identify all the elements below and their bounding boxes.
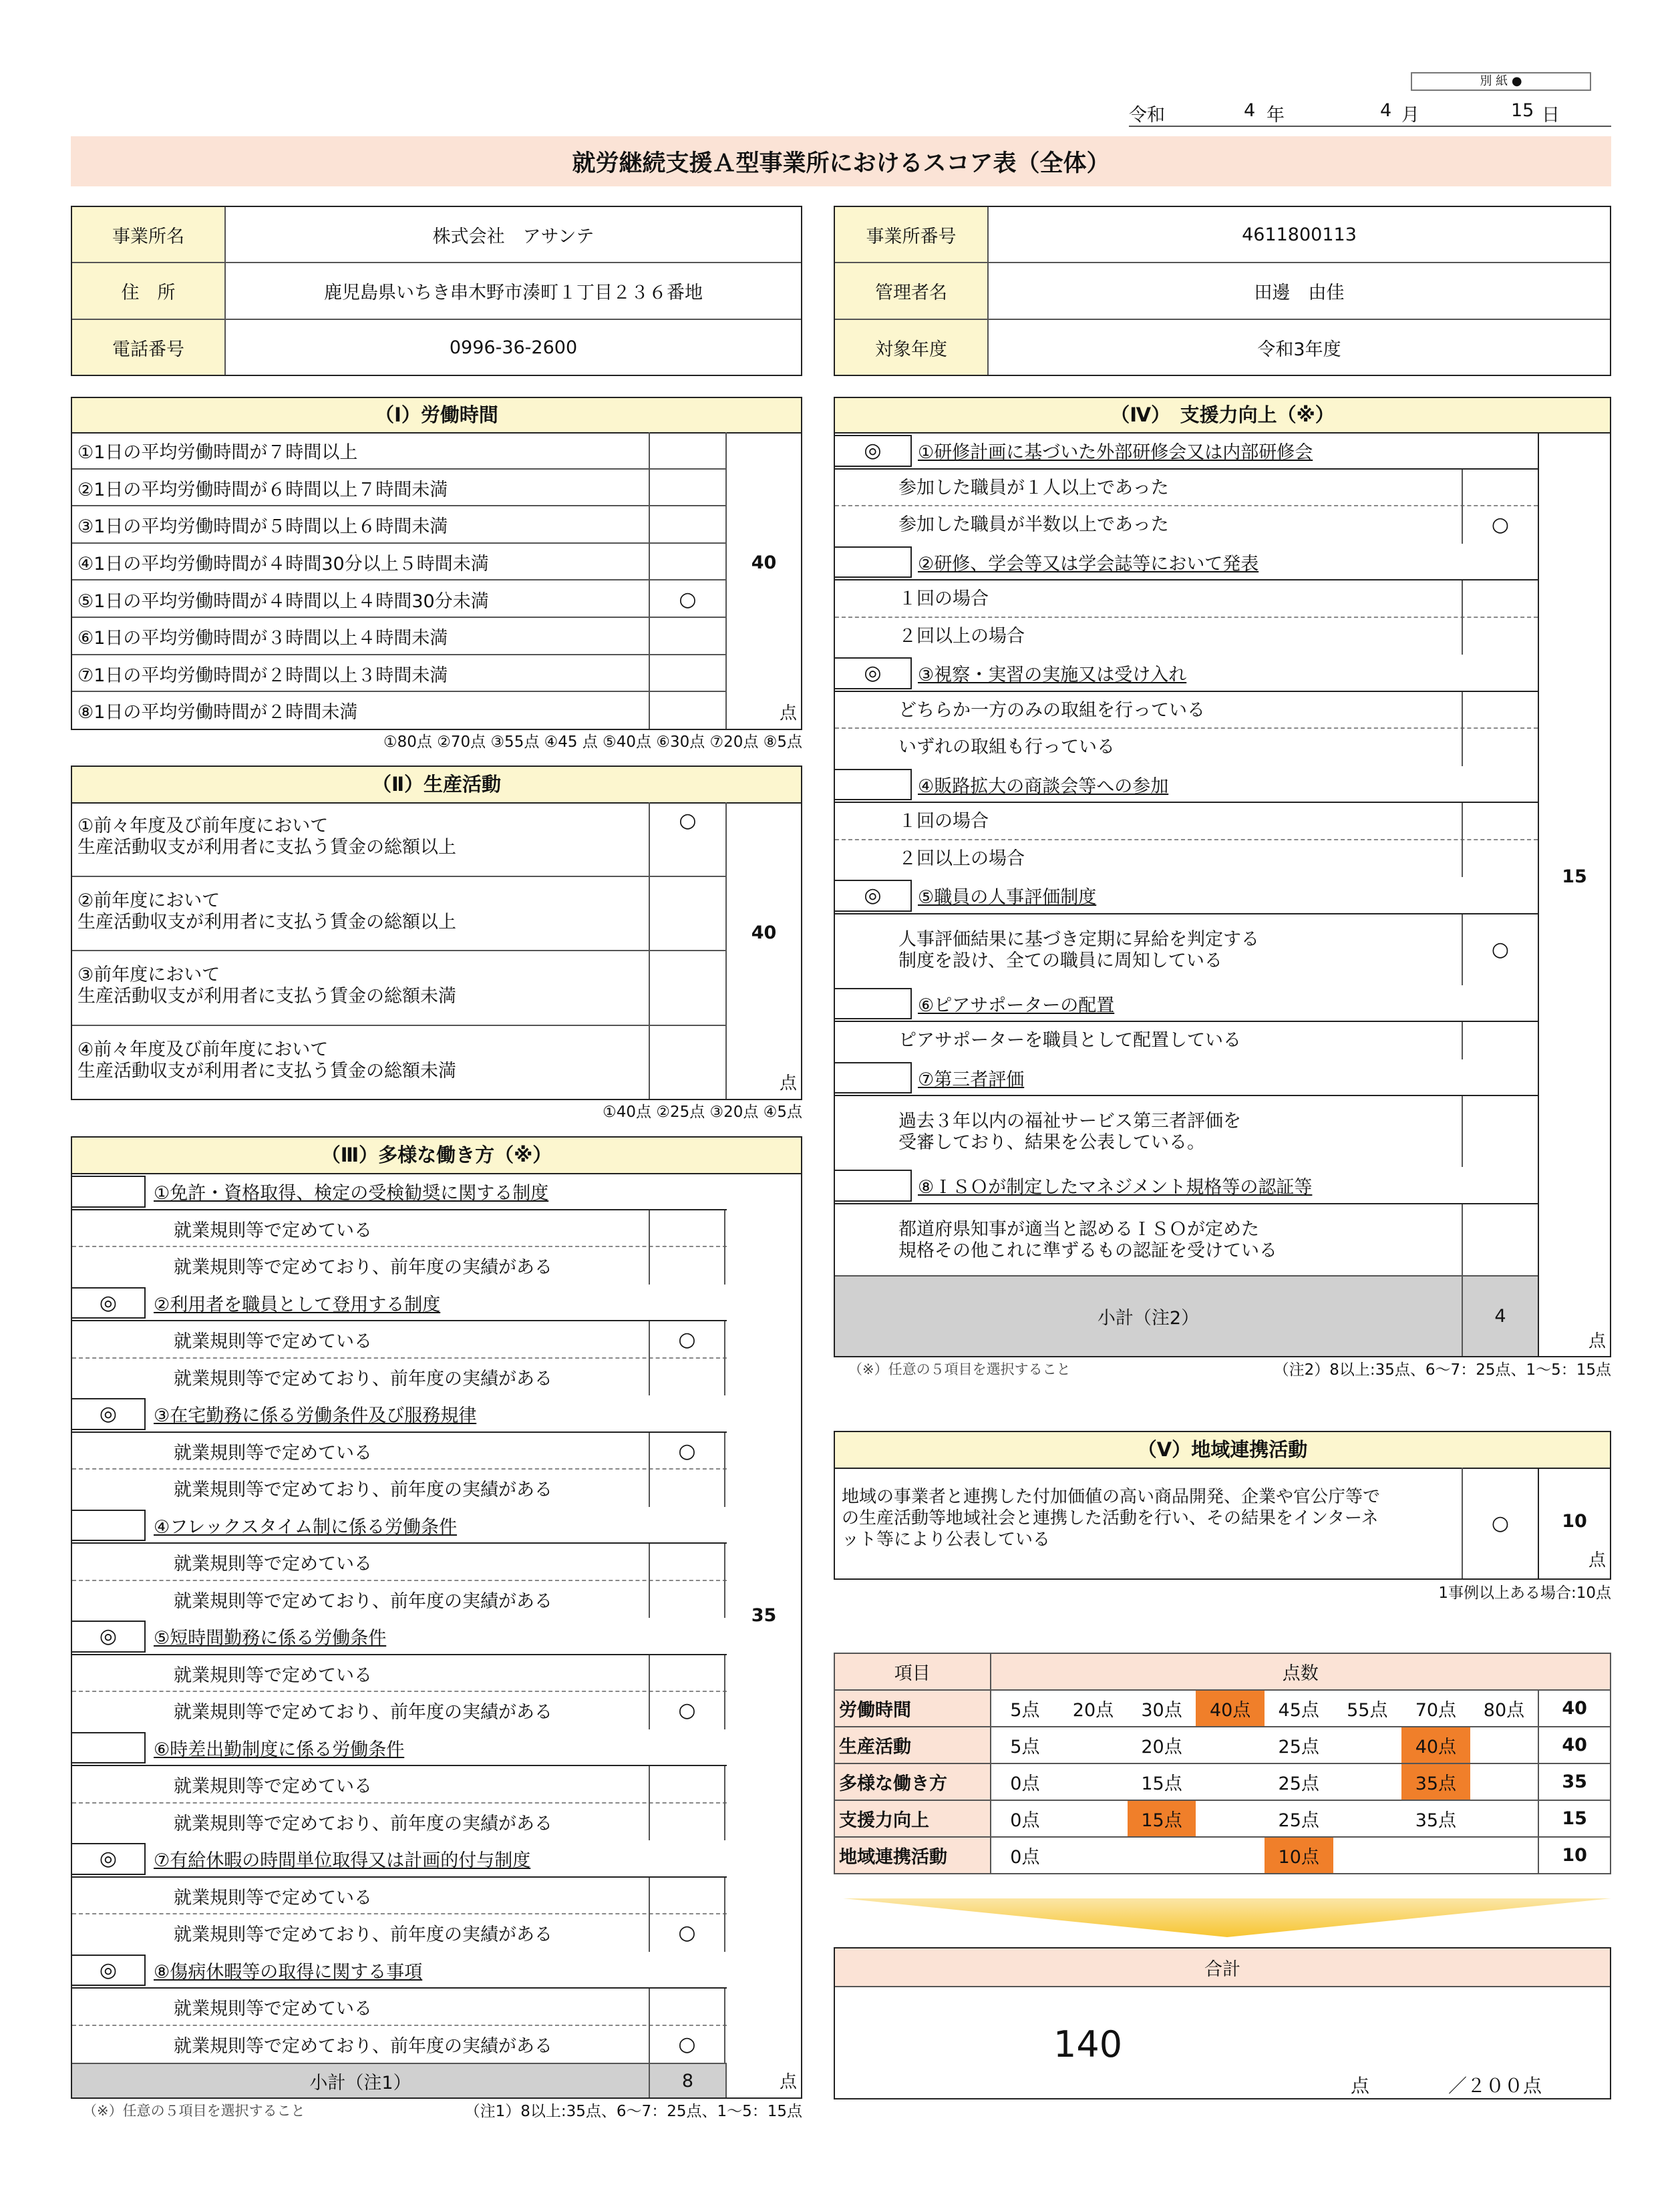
s5-mark[interactable]: ○: [1491, 1511, 1510, 1535]
s3-item-sub-mark[interactable]: ○: [649, 1321, 725, 1359]
s3-item-sub-row: [72, 1210, 727, 1248]
s3-item-title-row: [72, 1952, 727, 1989]
s3-item-sub-row: [72, 1433, 727, 1470]
s4-item-sub-row: [835, 470, 1538, 507]
summary-cell: 55点: [1333, 1690, 1402, 1727]
s3-item-select[interactable]: ◎: [72, 1843, 146, 1875]
s2-row: [72, 951, 725, 1026]
s4-item-sub-mark[interactable]: [1462, 840, 1538, 878]
summary-cell: [1059, 1837, 1128, 1874]
summary-cell: 40点: [1196, 1690, 1265, 1727]
s1-row-mark[interactable]: [650, 655, 725, 693]
manager: 田邊 由佳: [1254, 283, 1345, 303]
s1-row-mark[interactable]: [650, 470, 725, 507]
s3-item-sub-label: 就業規則等で定めており、前年度の実績がある: [174, 1368, 552, 1389]
s3-item-title: ⑤短時間勤務に係る労働条件: [154, 1628, 387, 1649]
s3-item-sub-row: [72, 1581, 727, 1619]
summary-row-total: 40: [1538, 1690, 1611, 1727]
s4-subtotal-row: [835, 1275, 1538, 1357]
s4-item-sub-label: 人事評価結果に基づき定期に昇給を判定する 制度を設け、全ての職員に周知している: [898, 928, 1259, 971]
s4-item-select[interactable]: ◎: [835, 657, 912, 689]
summary-cell: [1196, 1800, 1265, 1837]
s3-item-sub-mark[interactable]: ○: [649, 1692, 725, 1729]
s2-row-mark[interactable]: [650, 951, 725, 989]
s3-item-sub-label: 就業規則等で定めており、前年度の実績がある: [174, 1924, 552, 1946]
summary-cell: 0点: [991, 1837, 1059, 1874]
s3-item-title-row: [72, 1285, 727, 1322]
s3-item-sub-label: 就業規則等で定めており、前年度の実績がある: [174, 1813, 552, 1834]
manager-label: 管理者名: [835, 263, 989, 319]
s4-item-sub-row: [835, 1204, 1538, 1275]
s4-item-title: ⑦第三者評価: [918, 1069, 1025, 1090]
s4-item-sub-mark[interactable]: [1462, 618, 1538, 655]
s4-item-sub-row: [835, 506, 1538, 544]
s1-row: [72, 692, 725, 729]
s4-item-sub-row: [835, 1096, 1538, 1167]
s3-item-select[interactable]: [72, 1510, 146, 1542]
summary-cell: 20点: [1128, 1727, 1196, 1763]
total-max: ／２００点: [1448, 2075, 1542, 2097]
s2-row-label: ②前年度において 生産活動収支が利用者に支払う賃金の総額以上: [77, 890, 456, 933]
s4-item-sub-row: [835, 803, 1538, 840]
summary-row-total: 35: [1538, 1763, 1611, 1800]
s3-item-sub-row: [72, 1914, 727, 1952]
s3-item-sub-row: [72, 1247, 727, 1285]
s4-item-sub-mark[interactable]: [1462, 1022, 1538, 1059]
s3-item-select[interactable]: ◎: [72, 1398, 146, 1430]
date-line: [1129, 98, 1611, 127]
s1-row-label: ⑧1日の平均労働時間が２時間未満: [77, 702, 358, 723]
s4-item-select[interactable]: [835, 546, 912, 578]
summary-cell: 15点: [1128, 1800, 1196, 1837]
s3-subtotal-row: [72, 2063, 727, 2097]
s3-item-sub-row: [72, 1321, 727, 1359]
s3-item-title-row: [72, 1618, 727, 1655]
summary-row-name: 労働時間: [834, 1690, 991, 1727]
s4-subtotal-value: 4: [1462, 1277, 1538, 1357]
s4-item-sub-mark[interactable]: [1462, 1096, 1538, 1167]
s4-item-select[interactable]: [835, 988, 912, 1020]
s2-header: （Ⅱ）生産活動: [71, 766, 802, 804]
s1-row-mark[interactable]: [650, 432, 725, 470]
summary-row-total: 10: [1538, 1837, 1611, 1874]
s3-note-left: （※）任意の５項目を選択すること: [83, 2103, 305, 2119]
s3-item-title-row: [72, 1395, 727, 1433]
s4-item-sub-mark[interactable]: [1462, 1204, 1538, 1275]
s3-item-sub-row: [72, 1359, 727, 1396]
s1-row-label: ②1日の平均労働時間が６時間以上７時間未満: [77, 479, 448, 500]
s4-item-sub-mark[interactable]: [1462, 803, 1538, 840]
total-value: 140: [1053, 2023, 1123, 2065]
s4-item-title-row: [835, 985, 1538, 1023]
s1-row: [72, 432, 725, 470]
summary-cell: [1470, 1727, 1539, 1763]
s3-item-title: ⑥時差出勤制度に係る労働条件: [154, 1739, 405, 1760]
s2-row: [72, 1026, 725, 1101]
s1-row-mark[interactable]: [650, 692, 725, 729]
date-year: 4: [1244, 100, 1256, 121]
summary-cell: [1470, 1763, 1539, 1800]
summary-cell: 5点: [991, 1690, 1059, 1727]
s4-item-title: ⑥ピアサポーターの配置: [918, 995, 1115, 1016]
total-unit: 点: [1351, 2075, 1370, 2097]
s4-item-title: ②研修、学会等又は学会誌等において発表: [918, 553, 1259, 574]
s3-item-sub-mark[interactable]: ○: [649, 1914, 725, 1952]
summary-cell: 30点: [1128, 1690, 1196, 1727]
date-day-unit: 日: [1542, 105, 1560, 126]
s2-row: [72, 802, 725, 877]
s1-unit: 点: [779, 703, 797, 723]
summary-row-name: 地域連携活動: [834, 1837, 991, 1874]
s1-header: （Ⅰ）労働時間: [71, 397, 802, 434]
s3-item-sub-row: [72, 1804, 727, 1841]
s1-row-label: ⑥1日の平均労働時間が３時間以上４時間未満: [77, 628, 448, 649]
s3-item-sub-label: 就業規則等で定めており、前年度の実績がある: [174, 1702, 552, 1723]
date-day: 15: [1511, 100, 1534, 121]
s3-item-sub-row: [72, 1655, 727, 1693]
total-label: 合計: [835, 1949, 1610, 1987]
summary-col-points: 点数: [991, 1653, 1611, 1690]
s5-header: （Ⅴ）地域連携活動: [834, 1431, 1611, 1469]
s3-item-sub-mark[interactable]: [649, 1804, 725, 1841]
s1-row: [72, 506, 725, 544]
s3-item-sub-label: 就業規則等で定めている: [174, 1331, 372, 1353]
s3-item-select[interactable]: [72, 1176, 146, 1208]
s1-row: [72, 655, 725, 693]
s3-item-sub-mark[interactable]: ○: [649, 2026, 725, 2063]
s3-item-select[interactable]: [72, 1732, 146, 1764]
year-label: 対象年度: [835, 320, 989, 375]
summary-cell: [1401, 1837, 1470, 1874]
summary-row: [834, 1690, 1611, 1727]
s1-row-mark[interactable]: ○: [679, 587, 697, 611]
down-arrow-icon: [843, 1898, 1611, 1937]
s3-item-sub-row: [72, 1470, 727, 1507]
phone-label: 電話番号: [72, 320, 226, 375]
s3-header: （Ⅲ）多様な働き方（※）: [71, 1136, 802, 1174]
s3-unit: 点: [779, 2072, 797, 2092]
s3-item-title: ④フレックスタイム制に係る労働条件: [154, 1516, 458, 1538]
summary-cell: 70点: [1401, 1690, 1470, 1727]
s3-item-sub-row: [72, 1766, 727, 1804]
s3-item-select[interactable]: ◎: [72, 1287, 146, 1319]
s3-subtotal-value: 8: [649, 2064, 727, 2097]
summary-cell: [1470, 1837, 1539, 1874]
s1-table: [71, 432, 802, 730]
s4-item-sub-row: [835, 914, 1538, 985]
phone: 0996-36-2600: [449, 337, 578, 358]
s2-row-mark[interactable]: [650, 1026, 725, 1063]
summary-row-name: 支援力向上: [834, 1800, 991, 1837]
date-year-unit: 年: [1267, 105, 1285, 126]
summary-row: [834, 1837, 1611, 1874]
s3-item-sub-row: [72, 1544, 727, 1581]
s4-item-select[interactable]: [835, 1170, 912, 1202]
s4-item-sub-label: 都道府県知事が適当と認めるＩＳＯが定めた 規格その他これに準ずるもの認証を受けている: [898, 1218, 1277, 1261]
s4-table: [834, 432, 1611, 1357]
s4-item-sub-label: ２回以上の場合: [898, 625, 1025, 647]
s2-score: 40: [751, 922, 777, 943]
summary-cell: [1196, 1837, 1265, 1874]
s4-item-sub-label: ２回以上の場合: [898, 848, 1025, 869]
s4-item-sub-label: １回の場合: [898, 588, 989, 609]
s4-item-title-row: [835, 766, 1538, 804]
s4-item-sub-row: [835, 692, 1538, 729]
s4-item-sub-row: [835, 580, 1538, 618]
s3-item-sub-label: 就業規則等で定めている: [174, 1220, 372, 1241]
s4-item-sub-row: [835, 1022, 1538, 1059]
s4-item-sub-mark[interactable]: [1462, 470, 1538, 507]
s4-header: （Ⅳ） 支援力向上（※）: [834, 397, 1611, 434]
s3-item-sub-label: 就業規則等で定めており、前年度の実績がある: [174, 1480, 552, 1501]
s3-item-sub-mark[interactable]: [649, 1989, 725, 2026]
s5-text: 地域の事業者と連携した付加価値の高い商品開発、企業や官公庁等で の生産活動等地域社会と連携した活動を行い、その結果をインターネ ット等により公表している: [842, 1487, 1381, 1550]
s1-score: 40: [751, 552, 777, 573]
s3-item-sub-mark[interactable]: [649, 1359, 725, 1396]
summary-cell: [1128, 1837, 1196, 1874]
s1-row: [72, 544, 725, 581]
office-no: 4611800113: [1242, 224, 1357, 245]
date-era: 令和: [1129, 105, 1165, 126]
s3-item-sub-mark[interactable]: [649, 1655, 725, 1693]
s4-item-sub-label: 参加した職員が半数以上であった: [898, 514, 1169, 535]
s3-item-title-row: [72, 1729, 727, 1767]
s3-item-sub-mark[interactable]: [649, 1878, 725, 1915]
s2-row-label: ①前々年度及び前年度において 生産活動収支が利用者に支払う賃金の総額以上: [77, 816, 456, 858]
s2-note: ①40点 ②25点 ③20点 ④5点: [603, 1104, 802, 1121]
summary-cell: 5点: [991, 1727, 1059, 1763]
s1-row: [72, 580, 725, 618]
office-no-label: 事業所番号: [835, 207, 989, 262]
s4-item-sub-row: [835, 618, 1538, 655]
s5-unit: 点: [1588, 1550, 1606, 1570]
s1-row-mark[interactable]: [650, 506, 725, 544]
s3-item-title-row: [72, 1840, 727, 1878]
summary-row-total: 15: [1538, 1800, 1611, 1837]
s4-subtotal-label: 小計（注2）: [1097, 1307, 1200, 1329]
s3-subtotal-label: 小計（注1）: [309, 2072, 411, 2093]
summary-col-item: 項目: [834, 1653, 991, 1690]
s3-item-sub-row: [72, 1989, 727, 2026]
summary-cell: [1196, 1763, 1265, 1800]
s3-note-right: （注1）8以上:35点、6〜7：25点、1〜5：15点: [464, 2103, 802, 2120]
s1-row-label: ⑦1日の平均労働時間が２時間以上３時間未満: [77, 665, 448, 686]
s1-row: [72, 618, 725, 655]
summary-cell: [1333, 1727, 1402, 1763]
summary-cell: 45点: [1265, 1690, 1333, 1727]
s4-item-title-row: [835, 655, 1538, 692]
s4-item-title-row: [835, 877, 1538, 914]
s3-item-title: ②利用者を職員として登用する制度: [154, 1294, 441, 1315]
s4-item-title-row: [835, 432, 1538, 470]
s3-item-sub-label: 就業規則等で定めており、前年度の実績がある: [174, 2035, 552, 2057]
summary-row-name: 生産活動: [834, 1727, 991, 1763]
summary-cell: [1059, 1727, 1128, 1763]
summary-row-name: 多様な働き方: [834, 1763, 991, 1800]
s4-unit: 点: [1588, 1331, 1606, 1351]
s4-item-title-row: [835, 1059, 1538, 1097]
s4-item-sub-mark[interactable]: [1462, 692, 1538, 729]
target-year: 令和3年度: [1257, 339, 1341, 360]
s3-item-sub-mark[interactable]: [649, 1766, 725, 1804]
s3-item-sub-label: 就業規則等で定めている: [174, 1776, 372, 1798]
summary-cell: 0点: [991, 1763, 1059, 1800]
s2-row-label: ④前々年度及び前年度において 生産活動収支が利用者に支払う賃金の総額未満: [77, 1039, 456, 1081]
s3-table: [71, 1173, 802, 2099]
s4-item-title: ⑤職員の人事評価制度: [918, 887, 1097, 908]
s4-item-title: ③視察・実習の実施又は受け入れ: [918, 665, 1187, 686]
s4-item-sub-mark[interactable]: [1462, 580, 1538, 618]
summary-cell: 35点: [1401, 1763, 1470, 1800]
s3-item-sub-label: 就業規則等で定めている: [174, 1442, 372, 1464]
total-box: [834, 1947, 1611, 2099]
summary-cell: 40点: [1401, 1727, 1470, 1763]
s3-item-title-row: [72, 1173, 727, 1210]
s3-item-sub-label: 就業規則等で定めており、前年度の実績がある: [174, 1590, 552, 1612]
s4-item-sub-label: 過去３年以内の福祉サービス第三者評価を 受審しており、結果を公表している。: [898, 1111, 1241, 1153]
s3-item-title: ⑧傷病休暇等の取得に関する事項: [154, 1961, 423, 1983]
s3-item-sub-label: 就業規則等で定めている: [174, 1999, 372, 2020]
s2-unit: 点: [779, 1073, 797, 1093]
s4-item-sub-label: ピアサポーターを職員として配置している: [898, 1030, 1241, 1051]
s5-score: 10: [1562, 1510, 1587, 1532]
s3-item-sub-mark[interactable]: [649, 1210, 725, 1248]
summary-cell: [1333, 1800, 1402, 1837]
summary-cell: 35点: [1401, 1800, 1470, 1837]
s4-item-sub-mark[interactable]: [1462, 729, 1538, 766]
s4-item-select[interactable]: [835, 1062, 912, 1094]
s1-note: ①80点 ②70点 ③55点 ④45 点 ⑤40点 ⑥30点 ⑦20点 ⑧5点: [383, 733, 802, 751]
s4-item-select[interactable]: ◎: [835, 435, 912, 467]
s4-item-title: ④販路拡大の商談会等への参加: [918, 776, 1169, 797]
summary-row: [834, 1727, 1611, 1763]
s3-item-select[interactable]: ◎: [72, 1955, 146, 1987]
s3-item-sub-row: [72, 2026, 727, 2063]
summary-cell: 15点: [1128, 1763, 1196, 1800]
summary-row: [834, 1800, 1611, 1837]
summary-cell: 20点: [1059, 1690, 1128, 1727]
s1-row-mark[interactable]: [650, 544, 725, 581]
info-table-left: [71, 206, 802, 376]
summary-cell: [1059, 1800, 1128, 1837]
s4-item-sub-mark[interactable]: ○: [1462, 506, 1538, 544]
s3-item-sub-label: 就業規則等で定めている: [174, 1887, 372, 1908]
s4-item-sub-row: [835, 840, 1538, 878]
s4-item-sub-mark[interactable]: ○: [1462, 914, 1538, 985]
summary-cell: 25点: [1265, 1727, 1333, 1763]
s3-item-sub-mark[interactable]: [649, 1470, 725, 1507]
s4-item-title-row: [835, 1167, 1538, 1204]
s1-row-label: ⑤1日の平均労働時間が４時間以上４時間30分未満: [77, 590, 489, 612]
summary-cell: [1059, 1763, 1128, 1800]
s4-note-left: （※）任意の５項目を選択すること: [848, 1361, 1071, 1377]
s3-item-sub-mark[interactable]: [649, 1581, 725, 1619]
s4-item-title-row: [835, 544, 1538, 581]
s4-item-sub-label: １回の場合: [898, 811, 989, 832]
date-month: 4: [1380, 100, 1392, 121]
s4-item-sub-label: いずれの取組も行っている: [898, 737, 1115, 757]
summary-cell: [1470, 1800, 1539, 1837]
s3-item-sub-label: 就業規則等で定めている: [174, 1554, 372, 1575]
summary-cell: [1333, 1763, 1402, 1800]
s3-item-title-row: [72, 1507, 727, 1544]
s3-item-sub-row: [72, 1692, 727, 1729]
s1-row: [72, 470, 725, 507]
s3-item-sub-label: 就業規則等で定めている: [174, 1665, 372, 1686]
s2-row-mark[interactable]: [650, 877, 725, 914]
summary-cell: 25点: [1265, 1800, 1333, 1837]
s2-row: [72, 877, 725, 952]
s4-note-right: （注2）8以上:35点、6〜7：25点、1〜5：15点: [1273, 1361, 1611, 1379]
s4-item-sub-label: どちらか一方のみの取組を行っている: [898, 699, 1205, 721]
summary-cell: 25点: [1265, 1763, 1333, 1800]
info-table-right: [834, 206, 1611, 376]
s3-item-sub-mark[interactable]: [649, 1247, 725, 1285]
summary-row: [834, 1763, 1611, 1800]
summary-header-row: [834, 1653, 1611, 1690]
s3-item-title: ⑦有給休暇の時間単位取得又は計画的付与制度: [154, 1850, 531, 1872]
summary-cell: 80点: [1470, 1690, 1539, 1727]
summary-row-total: 40: [1538, 1727, 1611, 1763]
page-title: 就労継続支援Ａ型事業所におけるスコア表（全体）: [71, 136, 1611, 186]
s3-item-sub-label: 就業規則等で定めており、前年度の実績がある: [174, 1257, 552, 1279]
s4-item-sub-row: [835, 729, 1538, 766]
s3-item-select[interactable]: ◎: [72, 1621, 146, 1653]
office-name-label: 事業所名: [72, 207, 226, 262]
s3-item-title: ③在宅勤務に係る労働条件及び服務規律: [154, 1405, 477, 1427]
attachment-box: 別 紙 ●: [1411, 72, 1591, 91]
summary-cell: [1196, 1727, 1265, 1763]
s3-item-sub-row: [72, 1878, 727, 1915]
s2-table: [71, 802, 802, 1100]
s5-note: 1事例以上ある場合:10点: [1438, 1584, 1611, 1602]
s1-row-label: ④1日の平均労働時間が４時間30分以上５時間未満: [77, 554, 489, 575]
office-name: 株式会社 アサンテ: [432, 226, 595, 247]
s3-item-title: ①免許・資格取得、検定の受検勧奨に関する制度: [154, 1183, 549, 1204]
s1-row-mark[interactable]: [650, 618, 725, 655]
s5-table: [834, 1468, 1611, 1580]
s4-item-sub-label: 参加した職員が１人以上であった: [898, 477, 1169, 498]
s2-row-mark[interactable]: ○: [679, 809, 697, 833]
s1-row-label: ①1日の平均労働時間が７時間以上: [77, 442, 358, 464]
summary-table: [834, 1653, 1611, 1874]
s3-item-sub-mark[interactable]: ○: [649, 1433, 725, 1470]
s4-item-select[interactable]: ◎: [835, 880, 912, 912]
s3-score: 35: [751, 1605, 777, 1626]
s4-item-select[interactable]: [835, 769, 912, 801]
s2-row-label: ③前年度において 生産活動収支が利用者に支払う賃金の総額未満: [77, 965, 456, 1007]
summary-cell: 0点: [991, 1800, 1059, 1837]
s4-item-title: ⑧ＩＳＯが制定したマネジメント規格等の認証等: [918, 1177, 1313, 1198]
summary-cell: [1333, 1837, 1402, 1874]
s4-score: 15: [1562, 866, 1587, 887]
s1-row-label: ③1日の平均労働時間が５時間以上６時間未満: [77, 516, 448, 538]
s3-item-sub-mark[interactable]: [649, 1544, 725, 1581]
summary-cell: 10点: [1265, 1837, 1333, 1874]
date-month-unit: 月: [1401, 105, 1419, 126]
address: 鹿児島県いちき串木野市湊町１丁目２３６番地: [324, 283, 703, 303]
s4-item-title: ①研修計画に基づいた外部研修会又は内部研修会: [918, 442, 1313, 464]
address-label: 住 所: [72, 263, 226, 319]
